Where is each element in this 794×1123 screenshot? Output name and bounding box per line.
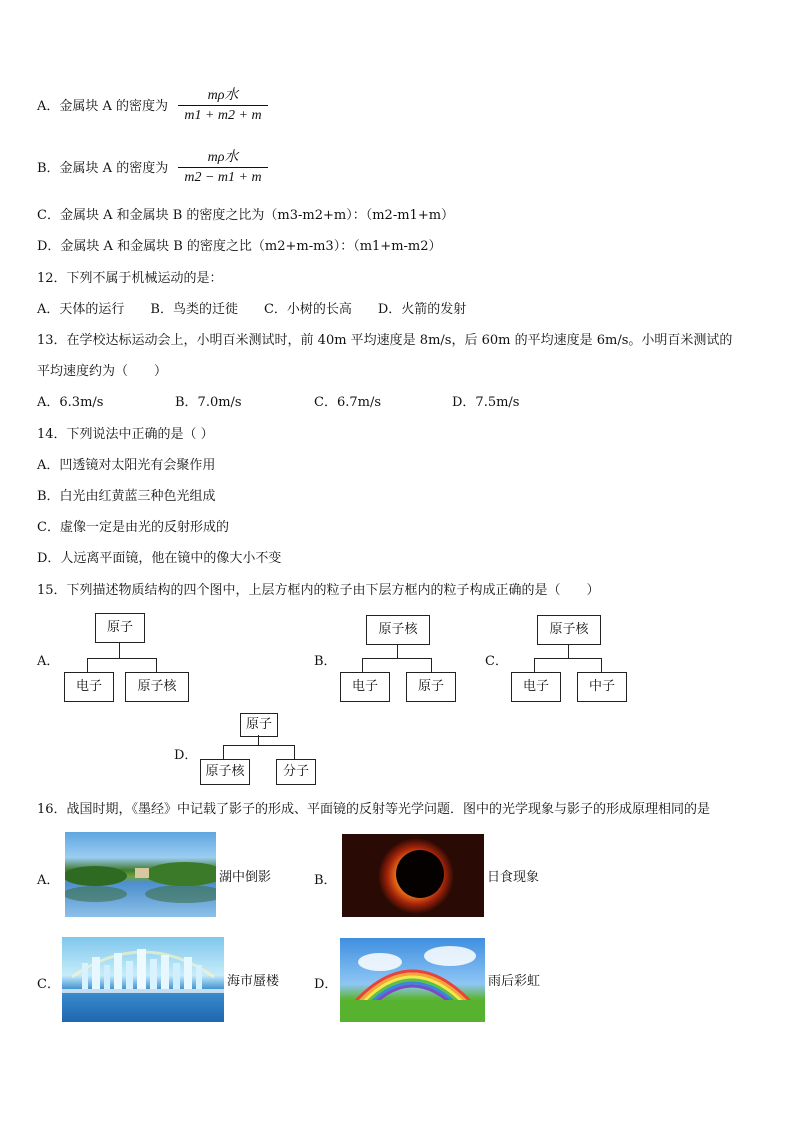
q16-b-caption: 日食现象 bbox=[487, 870, 540, 885]
q14-option-d: D．人远离平面镜，他在镜中的像大小不变 bbox=[37, 551, 282, 566]
q15-a-label: A． bbox=[37, 654, 60, 669]
q13-option-c: C．6.7m/s bbox=[314, 395, 381, 410]
q11-option-b: B．金属块 A 的密度为 bbox=[37, 161, 169, 176]
q11-b-denominator: m2 − m1 + m bbox=[184, 170, 262, 185]
rainbow-drawing bbox=[340, 938, 485, 1022]
q15-b-top-box: 原子核 bbox=[366, 615, 430, 645]
q15-d-left-box: 原子核 bbox=[200, 759, 250, 785]
q16-d-label: D． bbox=[314, 977, 338, 992]
mirage-drawing bbox=[62, 937, 224, 1022]
fraction-bar bbox=[178, 167, 268, 168]
q13-option-a: A．6.3m/s bbox=[37, 395, 104, 410]
q16-stem: 16．战国时期，《墨经》中记载了影子的形成、平面镜的反射等光学问题．图中的光学现象与影子的形成原理相同的是 bbox=[37, 802, 711, 817]
q13-stem-line1: 13．在学校达标运动会上，小明百米测试时，前 40m 平均速度是 8m/s，后 60m 的平均速度是 6m/s。小明百米测试的 bbox=[37, 333, 733, 348]
q14-option-c: C．虚像一定是由光的反射形成的 bbox=[37, 520, 229, 535]
q15-d-right-box: 分子 bbox=[276, 759, 316, 785]
q12-stem: 12．下列不属于机械运动的是： bbox=[37, 271, 223, 286]
q15-a-top-box: 原子 bbox=[95, 613, 145, 643]
connector bbox=[397, 644, 398, 658]
connector bbox=[119, 642, 120, 658]
q15-d-top-box: 原子 bbox=[240, 713, 278, 737]
fraction-bar bbox=[178, 105, 268, 106]
q13-stem-line2: 平均速度约为（ ） bbox=[37, 364, 168, 379]
solar-eclipse-image bbox=[342, 834, 484, 917]
rainbow-image bbox=[340, 938, 485, 1022]
connector bbox=[156, 658, 157, 672]
connector bbox=[362, 658, 363, 672]
connector bbox=[87, 658, 88, 672]
q11-a-denominator: m1 + m2 + m bbox=[184, 108, 262, 123]
connector bbox=[294, 745, 295, 759]
q13-option-b: B．7.0m/s bbox=[175, 395, 242, 410]
q12-options: A．天体的运行 B．鸟类的迁徙 C．小树的长高 D．火箭的发射 bbox=[37, 302, 467, 317]
q16-c-label: C． bbox=[37, 977, 60, 992]
connector bbox=[258, 735, 259, 745]
q15-d-label: D． bbox=[174, 748, 198, 763]
connector bbox=[362, 658, 432, 659]
q16-a-caption: 湖中倒影 bbox=[219, 870, 272, 885]
q13-option-d: D．7.5m/s bbox=[452, 395, 520, 410]
q11-option-c: C．金属块 A 和金属块 B 的密度之比为（m3-m2+m）：（m2-m1+m） bbox=[37, 208, 455, 223]
q11-b-numerator: mρ水 bbox=[207, 150, 239, 165]
q16-b-label: B． bbox=[314, 873, 337, 888]
q11-a-numerator: mρ水 bbox=[207, 88, 239, 103]
connector bbox=[223, 745, 295, 746]
q11-a-fraction bbox=[178, 84, 268, 128]
solar-eclipse-drawing bbox=[342, 834, 484, 917]
q14-option-b: B．白光由红黄蓝三种色光组成 bbox=[37, 489, 216, 504]
lake-reflection-drawing bbox=[65, 832, 216, 917]
q11-b-fraction bbox=[178, 146, 268, 190]
connector bbox=[431, 658, 432, 672]
q16-d-caption: 雨后彩虹 bbox=[488, 974, 541, 989]
q15-c-label: C． bbox=[485, 654, 508, 669]
q15-c-left-box: 电子 bbox=[511, 672, 561, 702]
connector bbox=[568, 644, 569, 658]
q15-c-top-box: 原子核 bbox=[537, 615, 601, 645]
connector bbox=[534, 658, 535, 672]
lake-reflection-image bbox=[65, 832, 216, 917]
q15-stem: 15．下列描述物质结构的四个图中，上层方框内的粒子由下层方框内的粒子构成正确的是（ ） bbox=[37, 583, 600, 598]
q15-a-left-box: 电子 bbox=[64, 672, 114, 702]
q11-option-a: A．金属块 A 的密度为 bbox=[37, 99, 169, 114]
q16-a-label: A． bbox=[37, 873, 60, 888]
connector bbox=[601, 658, 602, 672]
q14-stem: 14．下列说法中正确的是（ ） bbox=[37, 427, 214, 442]
q15-a-right-box: 原子核 bbox=[125, 672, 189, 702]
q15-b-right-box: 原子 bbox=[406, 672, 456, 702]
connector bbox=[87, 658, 157, 659]
q16-c-caption: 海市蜃楼 bbox=[227, 974, 280, 989]
connector bbox=[223, 745, 224, 759]
mirage-image bbox=[62, 937, 224, 1022]
q14-option-a: A．凹透镜对太阳光有会聚作用 bbox=[37, 458, 216, 473]
q15-b-label: B． bbox=[314, 654, 337, 669]
q11-option-d: D．金属块 A 和金属块 B 的密度之比（m2+m-m3）：（m1+m-m2） bbox=[37, 239, 442, 254]
q15-c-right-box: 中子 bbox=[577, 672, 627, 702]
q15-b-left-box: 电子 bbox=[340, 672, 390, 702]
connector bbox=[534, 658, 602, 659]
